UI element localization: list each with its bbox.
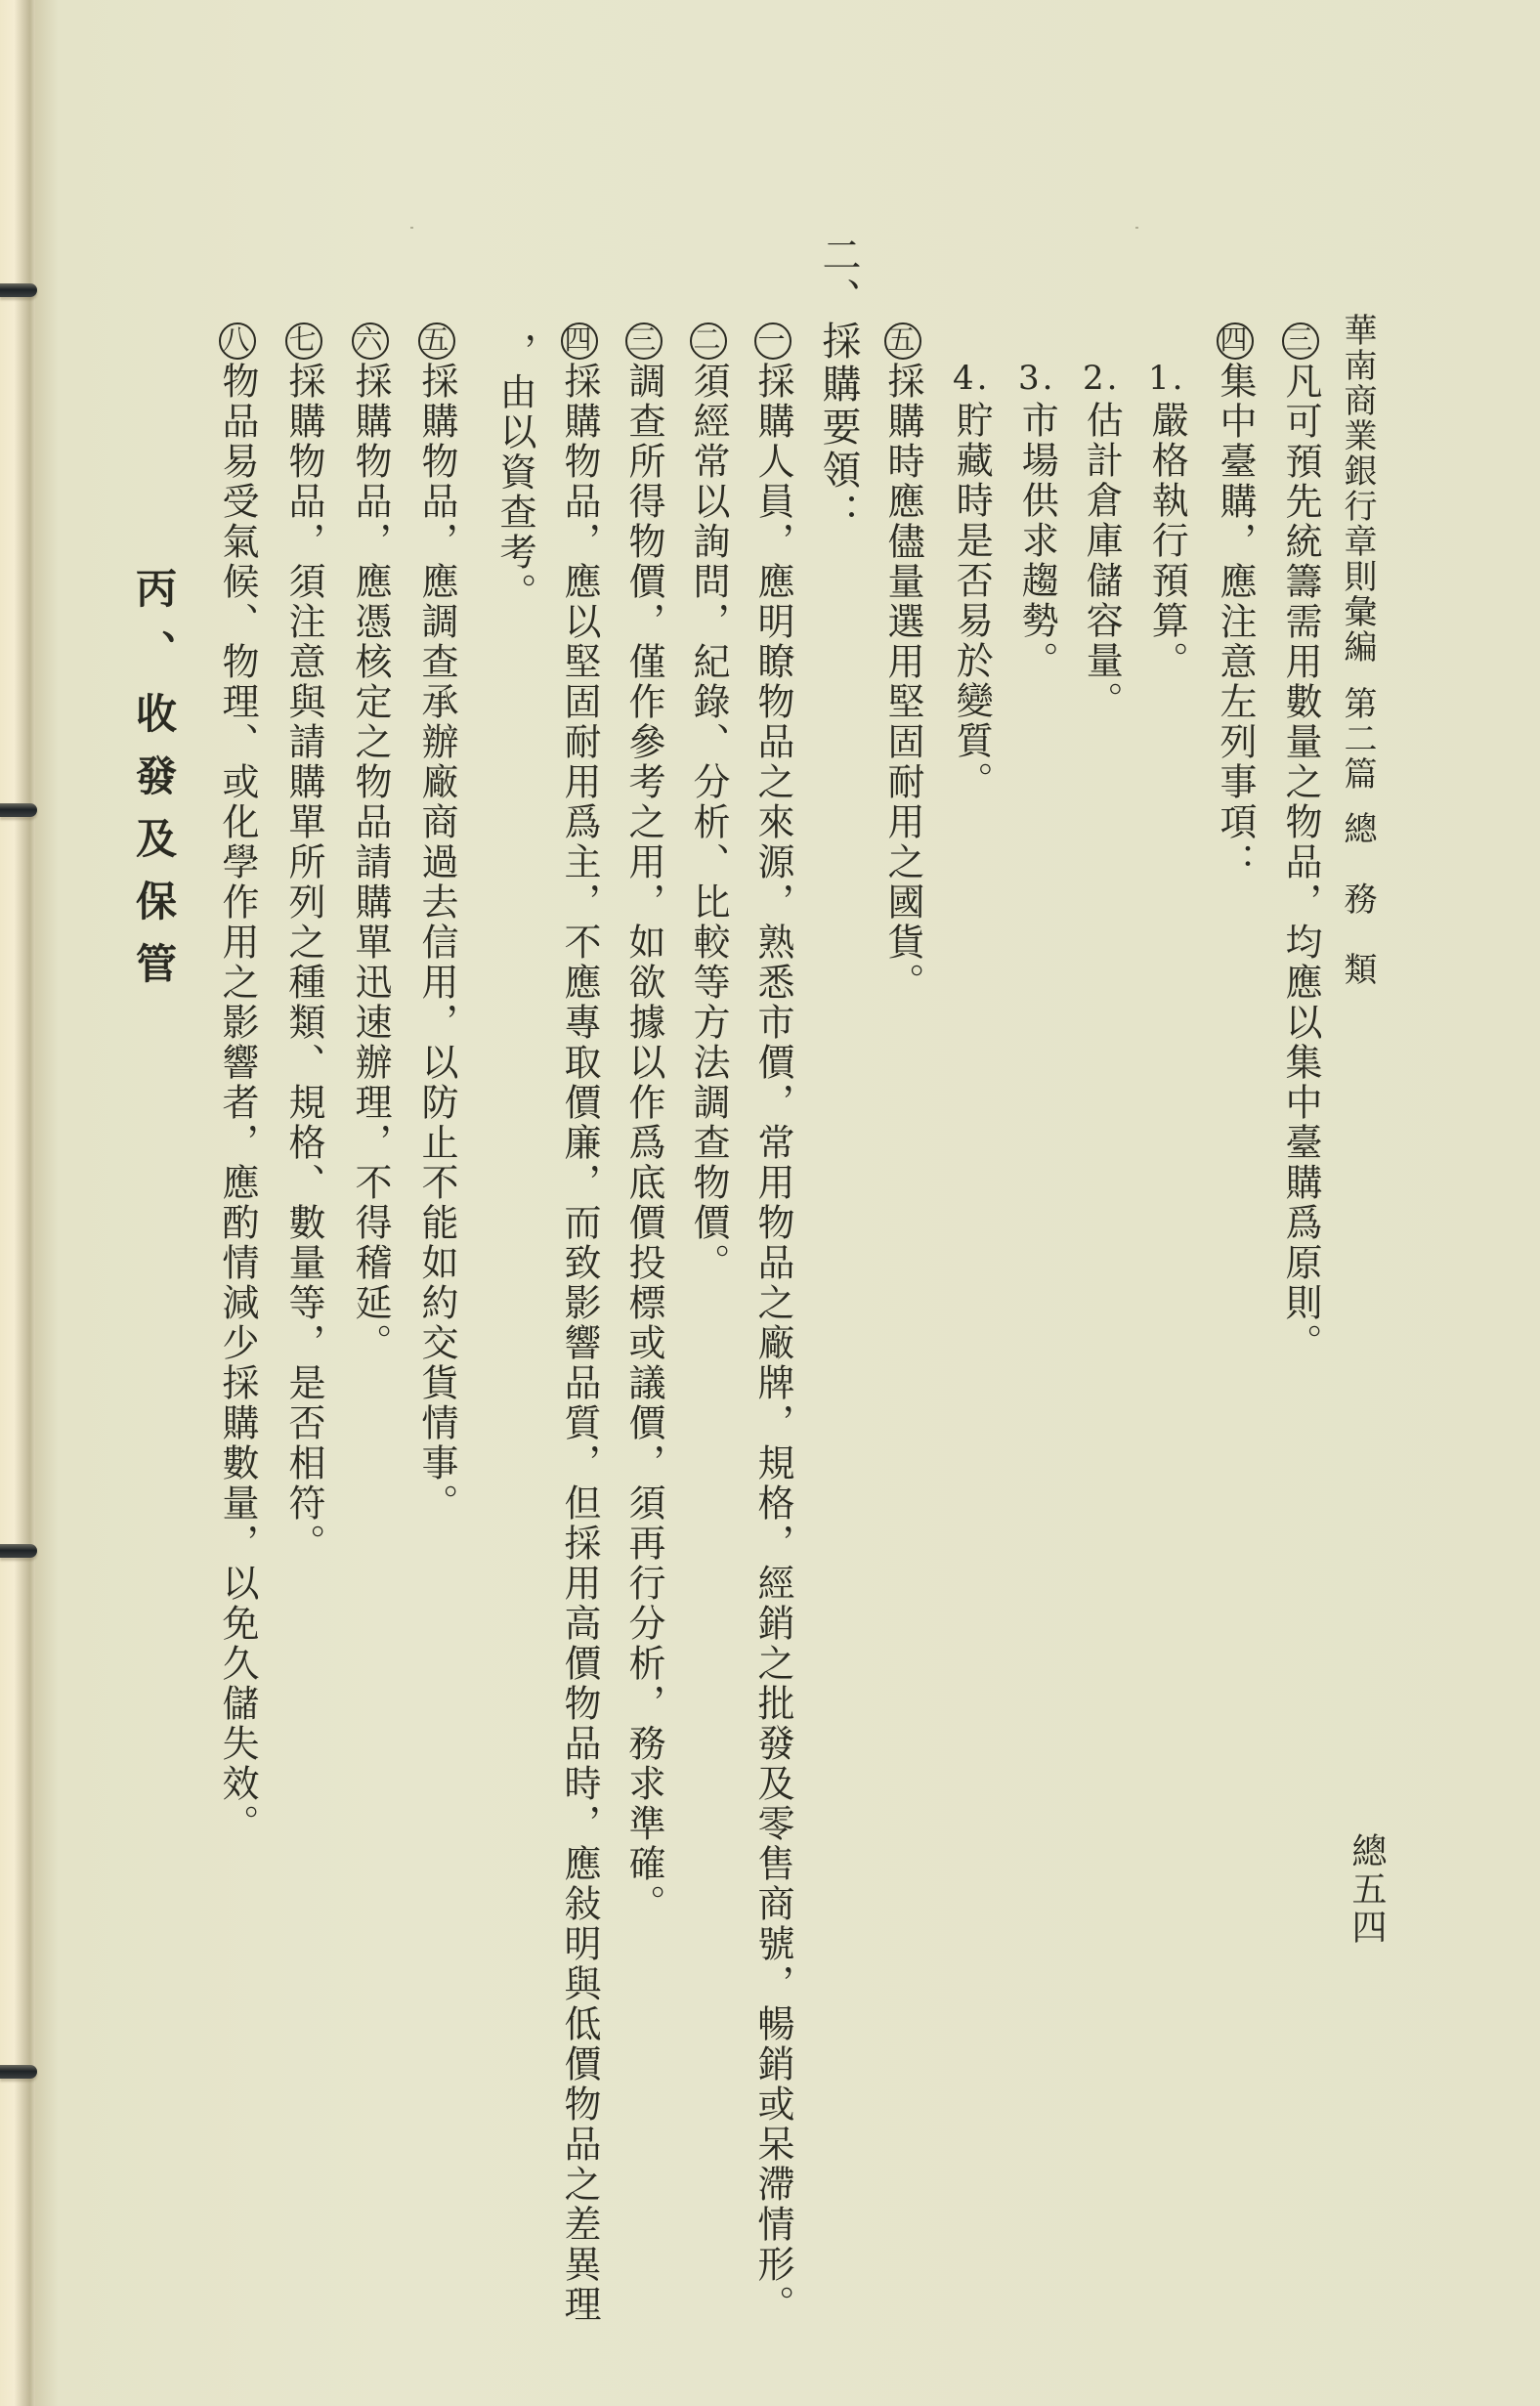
list-item: 五採購物品，應調查承辦廠商過去信用，以防止不能如約交貨情事。 <box>415 323 458 1524</box>
binding-stitch <box>0 283 37 297</box>
sub-item: 3.市場供求趨勢。 <box>1015 359 1059 681</box>
circled-number-marker: 八 <box>219 322 256 360</box>
section-c-heading: 丙、收發及保管 <box>130 567 178 1005</box>
list-item: 四集中臺購，應注意左列事項： <box>1214 323 1257 882</box>
list-item: 六採購物品，應憑核定之物品請購單迅速辦理，不得稽延。 <box>349 323 392 1363</box>
list-item: 三凡可預先統籌需用數量之物品，均應以集中臺購爲原則。 <box>1279 323 1322 1363</box>
circled-number-marker: 五 <box>418 322 455 360</box>
category-label: 總 務 類 <box>1338 811 1377 987</box>
section-heading: 二、採購要領： <box>816 235 861 536</box>
circled-number-marker: 七 <box>285 322 322 360</box>
sub-item: 1.嚴格執行預算。 <box>1145 359 1189 681</box>
circled-number-marker: 二 <box>690 322 727 360</box>
sub-item: 4.貯藏時是否易於變質。 <box>950 359 994 801</box>
list-item: 八物品易受氣候、物理、或化學作用之影響者，應酌情減少採購數量，以免久儲失效。 <box>216 323 259 1844</box>
circled-number-marker: 五 <box>884 322 921 360</box>
running-header <box>1338 313 1377 987</box>
binding-edge <box>0 0 35 2406</box>
circled-number-marker: 一 <box>754 322 791 360</box>
circled-number-marker: 四 <box>561 322 598 360</box>
circled-number-marker: 六 <box>352 322 389 360</box>
list-item: 二須經常以詢問，紀錄、分析、比較等方法調查物價。 <box>687 323 730 1283</box>
list-item-continuation: ，由以資查考。 <box>493 332 536 613</box>
list-item: 一採購人員，應明瞭物品之來源，熟悉市價，常用物品之廠牌，規格，經銷之批發及零售商號，暢銷或呆滯情形。 <box>751 323 794 2325</box>
part-label: 第二篇 <box>1338 686 1377 792</box>
list-item: 四採購物品，應以堅固耐用爲主，不應專取價廉，而致影響品質，但採用高價物品時，應敍明與低價物品之差異理 <box>558 323 601 2325</box>
sub-item: 2.估計倉庫儲容量。 <box>1080 359 1124 721</box>
circled-number-marker: 三 <box>625 322 663 360</box>
circled-number-marker: 四 <box>1217 322 1254 360</box>
page-number: 總五四 <box>1347 1832 1387 1947</box>
binding-stitch <box>0 2065 37 2079</box>
circled-number-marker: 三 <box>1282 322 1319 360</box>
list-item: 七採購物品，須注意與請購單所列之種類、規格、數量等，是否相符。 <box>282 323 325 1564</box>
list-item: 五採購時應儘量選用堅固耐用之國貨。 <box>881 323 924 1003</box>
list-item: 三調查所得物價，僅作參考之用，如欲據以作爲底價投標或議價，須再行分析，務求準確。 <box>622 323 665 1924</box>
book-title: 華南商業銀行章則彙編 <box>1338 313 1377 665</box>
binding-stitch <box>0 1544 37 1558</box>
binding-stitch <box>0 803 37 817</box>
